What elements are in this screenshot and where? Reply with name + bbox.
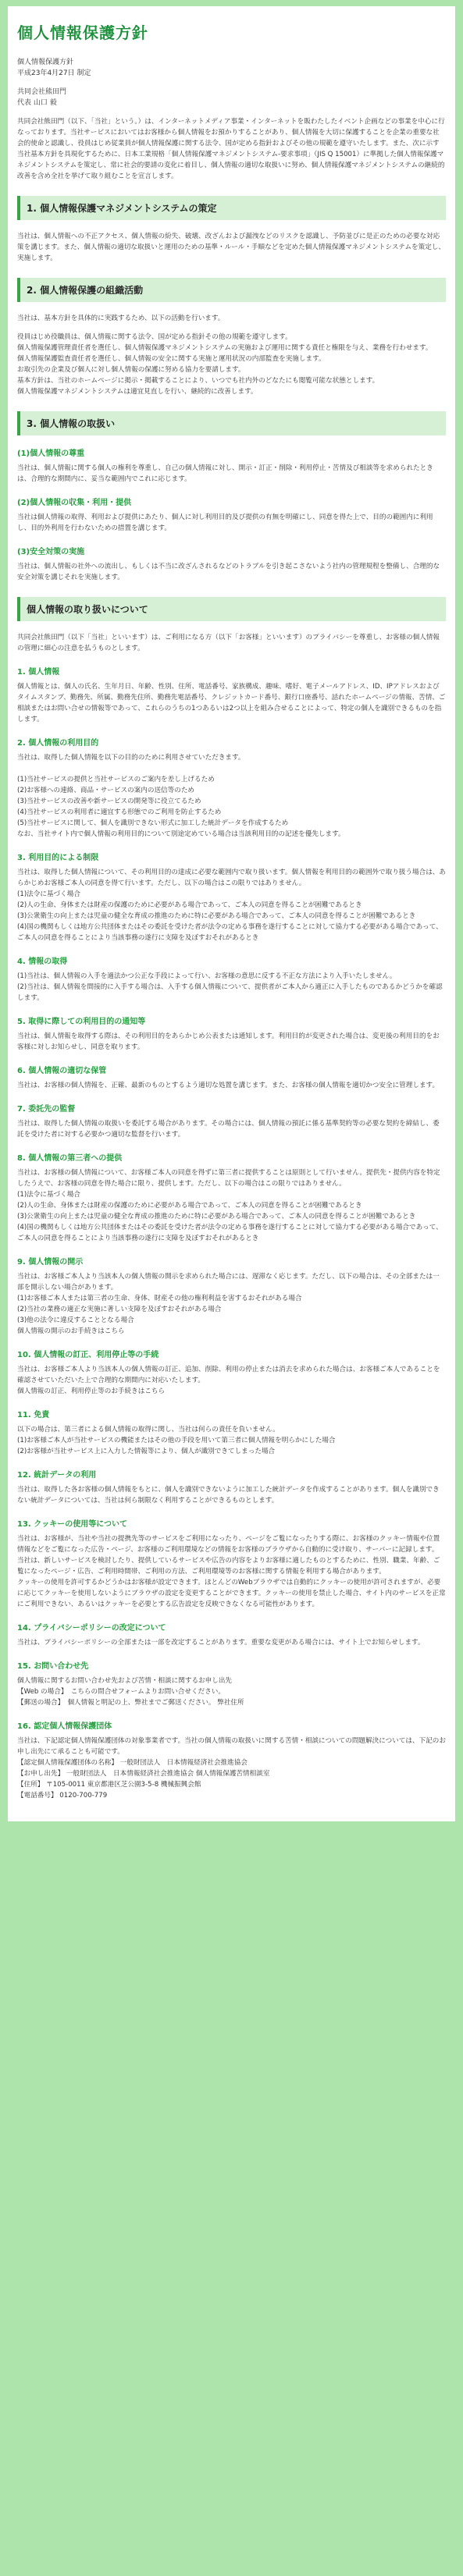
section-2-intro: 当社は、基本方針を具体的に実践するため、以下の活動を行います。 xyxy=(17,314,225,322)
item-body: 以下の場合は、第三者による個人情報の取得に関し、当社は何らの責任を負いません。 (1)お客様ご本人が当社サービスの機能またはその他の手段を用いて第三者に個人情報を明らかにした場合 (2)お客様が当社サービス上に入力した情報等により、個人が識別できてしまった場合 xyxy=(17,1426,336,1455)
item-heading: 6. 個人情報の適切な保管 xyxy=(17,1067,107,1075)
document xyxy=(8,6,455,1821)
list-item: お取引先の企業及び個人に対し個人情報の保護に努める協力を要請します。 xyxy=(17,366,245,374)
item-body: 当社は、取得した個人情報について、その利用目的の達成に必要な範囲内で取り扱います。個人情報を利用目的の範囲外で取り扱う場合は、あらかじめお客様ご本人の同意を得て行います。ただし、以下の場合はこの限りではありません。 (1)法令に基づく場合 (2)人の生命、身体または財産の保護のために必要がある場合であって、ご本人の同意を得ることが困難であるとき (3)公衆衛生の向上または児童の健全な育成の推進のために特に必要がある場合であって、ご本人の同意を得ることが困難であるとき (4)国の機関もしくは地方公共団体またはその委託を受けた者が法令の定める事務を遂行することに対して協力する必要がある場合であって、ご本人の同意を得ることにより当該事務の遂行に支障を及ぼすおそれがあるとき xyxy=(17,869,446,942)
subheading: (1)個人情報の尊重 xyxy=(17,449,85,458)
representative: 代表 山口 毅 xyxy=(17,99,57,107)
item-body: 当社は、取得した個人情報の取扱いを委託する場合があります。その場合には、個人情報の預託に係る基準契約等の必要な契約を締結し、委託を受けた者に対する必要かつ適切な監督を行います。 xyxy=(17,1120,440,1139)
list-item: 個人情報保護監査責任者を選任し、個人情報の安全に関する実施と運用状況の内部監査を実施します。 xyxy=(17,355,326,363)
item-heading: 14. プライバシーポリシーの改定について xyxy=(17,1624,166,1633)
company-name: 共同会社熊田門 xyxy=(17,88,67,96)
item-heading: 1. 個人情報 xyxy=(17,668,60,677)
item-body: 当社は、お客様の個人情報について、お客様ご本人の同意を得ずに第三者に提供することは原則として行いません。提供先・提供内容を特定したうえで、お客様の同意を得た場合に限り、提供します。ただし、以下の場合はこの限りではありません。 (1)法令に基づく場合 (2)人の生命、身体または財産の保護のために必要がある場合であって、ご本人の同意を得ることが困難であるとき (3)公衆衛生の向上または児童の健全な育成の推進のために特に必要がある場合であって、ご本人の同意を得ることが困難であるとき (4)国の機関もしくは地方公共団体またはその委託を受けた者が法令の定める事務を遂行することに対して協力する必要がある場合であって、ご本人の同意を得ることにより当該事務の遂行に支障を及ぼすおそれがあるとき xyxy=(17,1169,443,1242)
section-heading-1: 1. 個人情報保護マネジメントシステムの策定 xyxy=(17,196,446,220)
section-2-list xyxy=(17,332,446,397)
item-heading: 3. 利用目的による制限 xyxy=(17,854,99,862)
page-title: 個人情報保護方針 xyxy=(17,23,148,42)
paragraph: 当社は、個人情報の社外への流出し、もしくは不当に改ざんされるなどのトラブルを引き起こさないよう社内の管理規程を整備し、合理的な安全対策を講じそれを実施します。 xyxy=(17,563,440,581)
paragraph: 当社は個人情報の取得、利用および提供にあたり、個人に対し利用目的及び提供の有無を明確にし、同意を得た上で、目的の範囲内に利用し、目的外利用を行わないための措置を講じます。 xyxy=(17,513,433,532)
item-body: 当社は、取得した各お客様の個人情報をもとに、個人を識別できないように加工した統計データを作成することがあります。個人を識別できない統計データについては、当社は何ら制限なく利用することができるものとします。 xyxy=(17,1486,440,1505)
item-body: 当社は、取得した個人情報を以下の目的のために利用させていただきます。 (1)当社サービスの提供と当社サービスのご案内を差し上げるため (2)お客様への連絡、商品・サービスの案内の送信等のため (3)当社サービスの改善や新サービスの開発等に役立てるため (4)当社サービスの利用者に適宜する形態でのご利用を防止するため (5)当社サービスに関して、個人を識別できない形式に加工した統計データを作成するため なお、当社サイト内で個人情報の利用目的について別途定めている場合は当該利用目的の記述を優先します。 xyxy=(17,754,345,838)
item-body: 当社は、お客様ご本人より当該本人の個人情報の開示を求められた場合には、遅滞なく応じます。ただし、以下の場合は、その全部または一部を開示しない場合があります。 (1)お客様ご本人または第三者の生命、身体、財産その他の権利利益を害するおそれがある場合 (2)当社の業務の適正な実施に著しい支障を及ぼすおそれがある場合 (3)他の法令に違反することとなる場合 個人情報の開示のお手続きはこちら xyxy=(17,1273,440,1335)
item-body: 当社は、個人情報を取得する際は、その利用目的をあらかじめ公表または通知します。利用目的が変更された場合は、変更後の利用目的をお客様に対しお知らせし、同意を取ります。 xyxy=(17,1032,440,1051)
item-heading: 15. お問い合わせ先 xyxy=(17,1662,89,1671)
section-heading-3: 3. 個人情報の取扱い xyxy=(17,411,446,435)
item-heading: 7. 委託先の監督 xyxy=(17,1105,76,1114)
item-heading: 16. 認定個人情報保護団体 xyxy=(17,1722,112,1731)
item-heading: 8. 個人情報の第三者への提供 xyxy=(17,1154,123,1163)
section-heading-4: 個人情報の取り扱いについて xyxy=(17,597,446,621)
item-body: 当社は、お客様の個人情報を、正確、最新のものとするよう適切な処置を講じます。また、お客様の個人情報を適切かつ安全に管理します。 xyxy=(17,1082,440,1089)
item-body: 当社は、プライバシーポリシーの全部または一部を改定することがあります。重要な変更がある場合には、サイト上でお知らせします。 xyxy=(17,1639,425,1647)
established-date: 平成23年4月27日 制定 xyxy=(17,69,91,77)
list-item: 個人情報保護管理責任者を選任し、個人情報保護マネジメントシステムの実施および運用に関する責任と権限を与え、業務を行わせます。 xyxy=(17,344,433,352)
item-body: 個人情報に関するお問い合わせ先および苦情・相談に関するお申し出先 【Web の場合】 こちらの問合せフォームよりお問い合せください。 【郵送の場合】 個人情報と明記の上、弊社までご郵送ください。 弊社住所 xyxy=(17,1677,244,1707)
item-body: 当社は、お客様ご本人より当該本人の個人情報の訂正、追加、削除、利用の停止または消去を求められた場合は、お客様ご本人であることを確認させていただいた上で合理的な期間内に対応いたします。 個人情報の訂正、利用停止等のお手続きはこちら xyxy=(17,1366,440,1395)
item-heading: 5. 取得に際しての利用目的の通知等 xyxy=(17,1018,146,1026)
item-heading: 12. 統計データの利用 xyxy=(17,1471,97,1480)
item-heading: 11. 免責 xyxy=(17,1411,50,1419)
policy-items xyxy=(17,665,446,1801)
subheading: (2)個人情報の収集・利用・提供 xyxy=(17,499,132,507)
item-heading: 2. 個人情報の利用目的 xyxy=(17,739,99,748)
intro-paragraph: 共同会社熊田門（以下、「当社」という。）は、インターネットメディア事業・インターネットを販わたしたイベント企画などの事業を中心に行なっております。当社サービスにおいてはお客様から個人情報をお預かりすることがあり、個人情報を大切に保護することを企業の重要な社会的使命と認識し、役員はじめ従業員が個人情報保護に関する法令、国が定める指針およびその他の規範を遵守いたします。また、次に示す当社基本方針を具現化するために、日本工業規格「個人情報保護マネジメントシステム-要求事項」（JIS Q 15001）に準拠した個人情報保護マネジメントシステムを策定し、常に社会的要請の変化に着目し、個人情報の適切な取扱いに努め、個人情報保護マネジメントシステムの継続的改善を含め全社を挙げて取り組むことを宣言します。 xyxy=(17,118,445,180)
item-heading: 9. 個人情報の開示 xyxy=(17,1258,84,1267)
section-4-intro: 共同会社熊田門（以下「当社」といいます）は、ご利用になる方（以下「お客様」といいます）のプライバシーを尊重し、お客様の個人情報の管理に細心の注意を払うものとします。 xyxy=(17,634,440,652)
item-heading: 4. 情報の取得 xyxy=(17,958,68,966)
item-body: 当社は、お客様が、当社や当社の提携先等のサービスをご利用になったり、ページをご覧になったりする際に、お客様のクッキー情報や位置情報などをご覧になった広告・ページ、お客様のご利用環境などの情報をお客様のブラウザから自動的に受け取り、サーバーに記録します。 当社は、新しいサービスを検討したり、提供しているサービスや広告の内容をよりお客様に適したものとするために、性別、職業、年齢、ご覧になったページ・広告、ご利用時間帯、ご利用の方法、ご利用環境等のお客様に関する情報を利用する場合があります。 クッキーの使用を許可するかどうかはお客様が設定できます。ほとんどのWebブラウザでは自動的にクッキーの使用が許可されますが、必要に応じてクッキーを使用しないようにブラウザの設定を変更することができます。クッキーの使用を禁止した場合、サイト内のサービスを正常にご利用できない、あるいはクッキーを必要とする広告設定を反映できなくなる可能性があります。 xyxy=(17,1535,446,1608)
section-heading-2: 2. 個人情報保護の組織活動 xyxy=(17,278,446,302)
item-heading: 10. 個人情報の訂正、利用停止等の手続 xyxy=(17,1351,159,1359)
paragraph: 当社は、個人情報に関する個人の権利を尊重し、自己の個人情報に対し、開示・訂正・削除・利用停止・苦情及び相談等を求められたときは、合理的な期間内に、妥当な範囲内でこれに応じます。 xyxy=(17,464,433,483)
list-item: 基本方針は、当社のホームページに掲示・掲載することにより、いつでも社内外のどなたにも閲覧可能な状態とします。 xyxy=(17,377,379,385)
policy-name: 個人情報保護方針 xyxy=(17,59,74,66)
list-item: 個人情報保護マネジメントシステムは適宜見直しを行い、継続的に改善します。 xyxy=(17,388,258,396)
item-body: 個人情報とは、個人の氏名、生年月日、年齢、性別、住所、電話番号、家族構成、趣味、嗜好、電子メールアドレス、ID、IPアドレスおよびタイムスタンプ、勤務先、所属、勤務先住所、勤務先電話番号、クレジットカード番号、銀行口座番号、話れたホームページの情報、苦情、ご相談またはお問い合せの情報等であって、これらのうちの1つあるいは2つ以上を組み合せることによって、特定の個人を識別できるものを指します。 xyxy=(17,683,446,723)
subheading: (3)安全対策の実施 xyxy=(17,548,85,556)
item-body: (1)当社は、個人情報の入手を適法かつ公正な手段によって行い、お客様の意思に反する不正な方法により入手いたしません。 (2)当社は、個人情報を間接的に入手する場合は、入手する個人情報について、提供者がご本人から適正に入手したものであるかどうかを確認します。 xyxy=(17,972,443,1002)
item-heading: 13. クッキーの使用等について xyxy=(17,1520,127,1529)
list-item: 役員はじめ役職員は、個人情報に関する法令、国が定める指針その他の規範を遵守します。 xyxy=(17,333,292,341)
section-1-body: 当社は、個人情報への不正アクセス、個人情報の紛失、破壊、改ざんおよび漏洩などのリスクを認識し、予防並びに是正のための必要な対応策を講じます。また、個人情報の適切な取扱いと運用のための基準・ルール・手順などを定めた個人情報保護マネジメントシステムを策定し、実施します。 xyxy=(17,233,446,262)
item-body: 当社は、下記認定個人情報保護団体の対象事業者です。当社の個人情報の取扱いに関する苦情・相談についての問題解決については、下記のお申し出先にて承ることも可能です。 【認定個人情報保護団体の名称】 一般財団法人 日本情報経済社会推進協会 【お申し出先】 一般財団法人 日本情報経済社会推進協会 個人情報保護苦情相談室 【住所】 〒105-0011 東京都港区芝公園3-5-8 機械振興会館 【電話番号】 0120-700-779 xyxy=(17,1737,446,1800)
